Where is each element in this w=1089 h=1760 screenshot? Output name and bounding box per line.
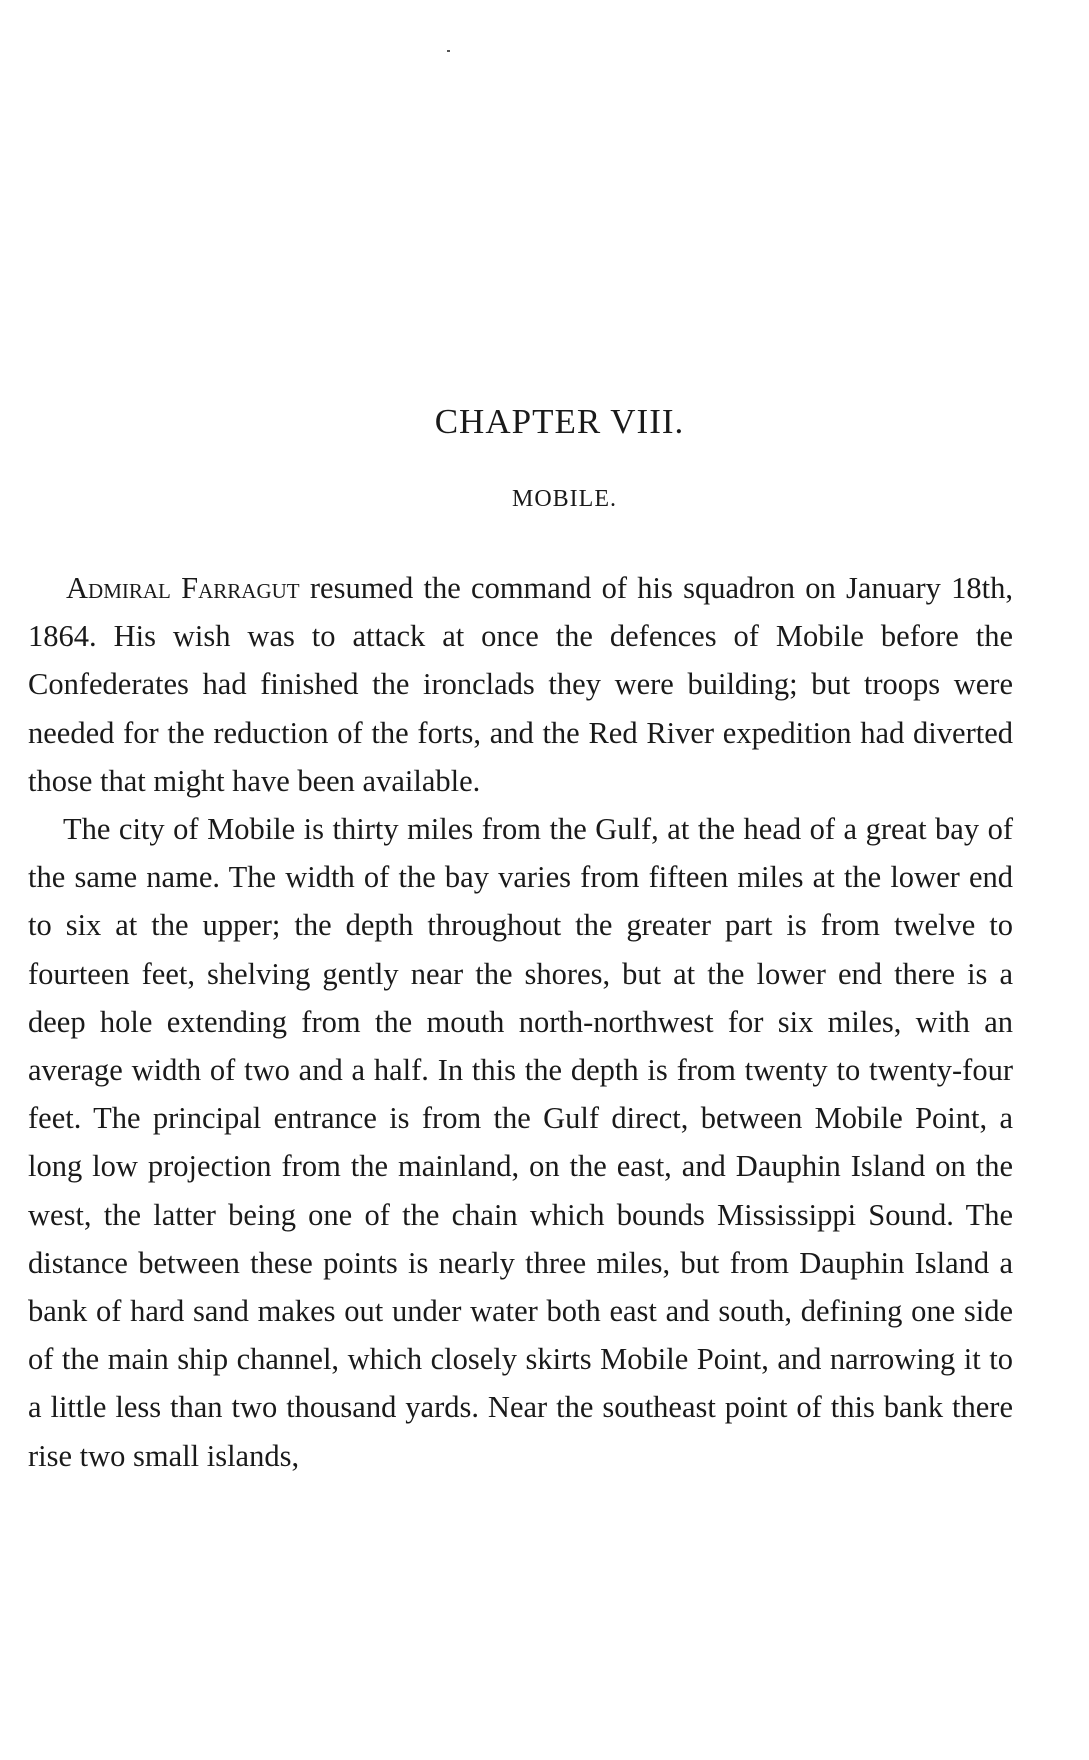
paragraph-lead-smallcaps: Admiral Farragut <box>66 571 300 605</box>
chapter-subtitle: MOBILE. <box>512 486 617 512</box>
chapter-title: CHAPTER VIII. <box>434 402 685 441</box>
ink-speck <box>447 50 450 52</box>
paragraph-1 <box>28 564 1013 805</box>
chapter-body <box>28 564 1013 1480</box>
paragraph-1-text: resumed the command of his squadron on January 18th, 1864. His wish was to attack at once the defences of Mobile before the Confederates had finished the ironclads they were building; but troops were needed for the reduction of the forts, and the Red River expedition had diverted those that might have been available. <box>28 571 1013 798</box>
paragraph-2-text: The city of Mobile is thirty miles from the Gulf, at the head of a great bay of the same name. The width of the bay varies from fifteen miles at the lower end to six at the upper; the depth throughout the greater part is from twelve to fourteen feet, shelving gently near the shores, but at the lower end there is a deep hole extending from the mouth north-northwest for six miles, with an average width of two and a half. In this the depth is from twenty to twenty-four feet. The principal entrance is from the Gulf direct, between Mobile Point, a long low projection from the mainland, on the east, and Dauphin Island on the west, the latter being one of the chain which bounds Mississippi Sound. The distance between these points is nearly three miles, but from Dauphin Island a bank of hard sand makes out under water both east and south, defining one side of the main ship channel, which closely skirts Mobile Point, and narrowing it to a little less than two thousand yards. Near the southeast point of this bank there rise two small islands, <box>28 812 1013 1473</box>
paragraph-2 <box>28 805 1013 1480</box>
